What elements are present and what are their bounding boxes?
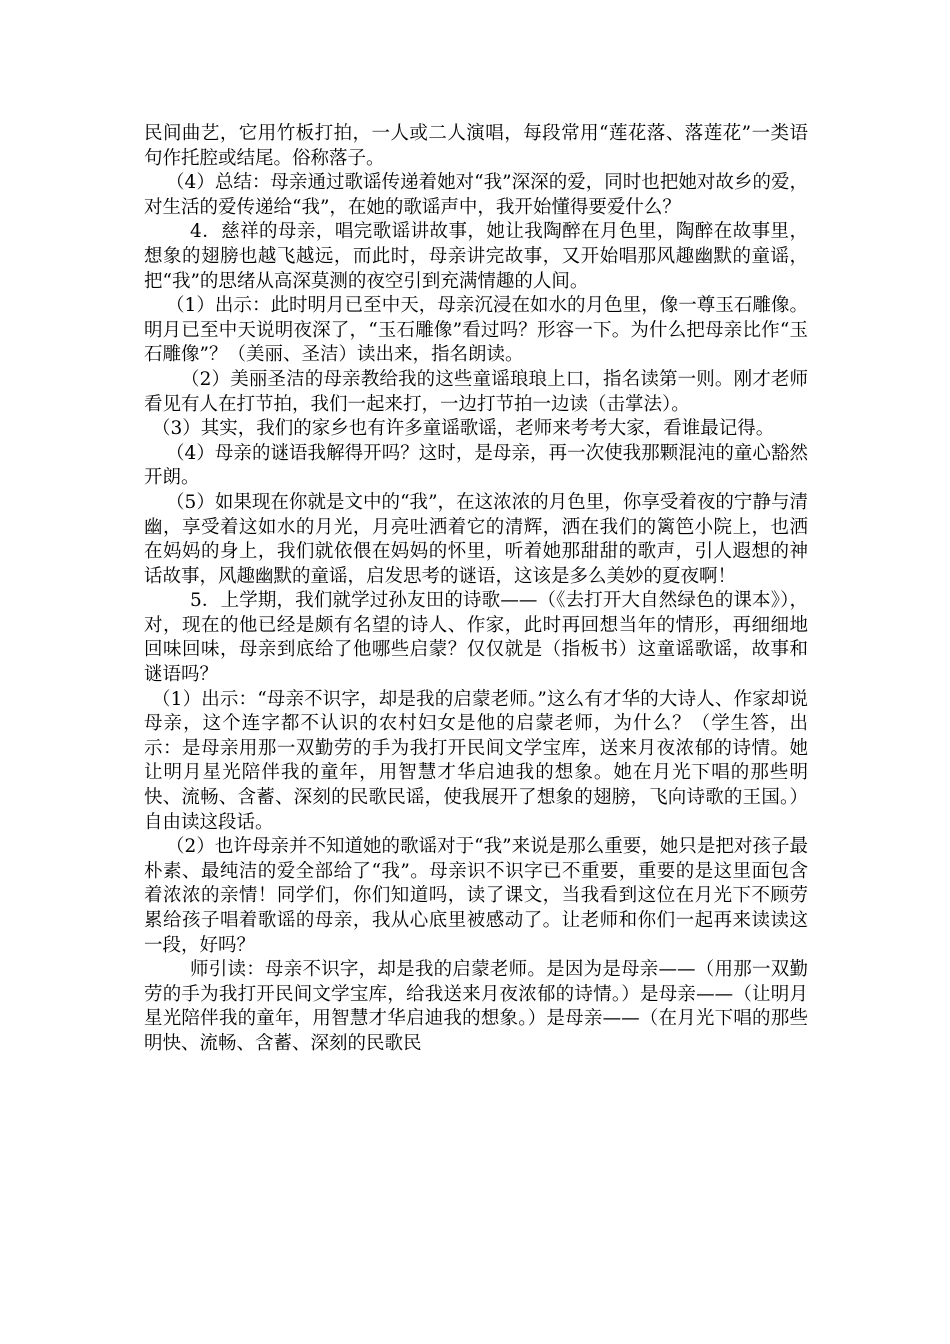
paragraph-item-1b: （1）出示：“母亲不识字，却是我的启蒙老师。”这么有才华的大诗人、作家却说母亲，这个连字都不认识的农村妇女是他的启蒙老师，为什么？（学生答，出示：是母亲用那一双勤劳的手为我打开民间文学宝库，送来月夜浓郁的诗情。她让明月星光陪伴我的童年，用智慧才华启迪我的想象。她在月光下唱的那些明快、流畅、含蓄、深刻的民歌民谣，使我展开了想象的翅膀，飞向诗歌的王国。）自由读这段话。 bbox=[144, 688, 808, 833]
paragraph-item-3: （3）其实，我们的家乡也有许多童谣歌谣，老师来考考大家，看谁最记得。 bbox=[152, 418, 775, 440]
paragraph-item-4: （4）母亲的谜语我解得开吗？这时，是母亲，再一次使我那颗混沌的童心豁然开朗。 bbox=[144, 442, 808, 489]
paragraph-section-5: 5．上学期，我们就学过孙友田的诗歌——（《去打开大自然绿色的课本》），对，现在的他已经是颇有名望的诗人、作家，此时再回想当年的情形，再细细地回味回味，母亲到底给了他哪些启蒙？仅仅就是（指板书）这童谣歌谣，故事和谜语吗？ bbox=[144, 590, 808, 686]
paragraph-continuation: 民间曲艺，它用竹板打拍，一人或二人演唱，每段常用“莲花落、落莲花”一类语句作托腔或结尾。俗称落子。 bbox=[144, 123, 808, 169]
paragraph-item-2: （2）美丽圣洁的母亲教给我的这些童谣琅琅上口，指名读第一则。刚才老师看见有人在打节拍，我们一起来打，一边打节拍一边读（击掌法）。 bbox=[144, 368, 808, 415]
paragraph-item-2b: （2）也许母亲并不知道她的歌谣对于“我”来说是那么重要，她只是把对孩子最朴素、最纯洁的爱全部给了“我”。母亲识不识字已不重要，重要的是这里面包含着浓浓的亲情！同学们，你们知道吗，读了课文，当我看到这位在月光下不顾劳累给孩子唱着歌谣的母亲，我从心底里被感动了。让老师和你们一起再来读读这一段，好吗？ bbox=[144, 836, 808, 956]
paragraph-section-4: 4．慈祥的母亲，唱完歌谣讲故事，她让我陶醉在月色里，陶醉在故事里，想象的翅膀也越飞越远，而此时，母亲讲完故事，又开始唱那风趣幽默的童谣，把“我”的思绪从高深莫测的夜空引到充满情趣的人间。 bbox=[144, 221, 808, 292]
paragraph-guided-reading: 师引读：母亲不识字，却是我的启蒙老师。是因为是母亲——（用那一双勤劳的手为我打开民间文学宝库，给我送来月夜浓郁的诗情。）是母亲——（让明月星光陪伴我的童年，用智慧才华启迪我的想象。）是母亲——（在月光下唱的那些明快、流畅、含蓄、深刻的民歌民 bbox=[144, 959, 808, 1054]
paragraph-summary: （4）总结：母亲通过歌谣传递着她对“我”深深的爱，同时也把她对故乡的爱，对生活的爱传递给“我”，在她的歌谣声中，我开始懂得要爱什么？ bbox=[144, 172, 808, 218]
document-page bbox=[144, 122, 808, 1057]
paragraph-item-5: （5）如果现在你就是文中的“我”，在这浓浓的月色里，你享受着夜的宁静与清幽，享受着这如水的月光，月亮吐洒着它的清辉，洒在我们的篱笆小院上，也洒在妈妈的身上，我们就依偎在妈妈的怀里，听着她那甜甜的歌声，引人遐想的神话故事，风趣幽默的童谣，启发思考的谜语，这该是多么美妙的夏夜啊！ bbox=[144, 491, 808, 587]
paragraph-item-1: （1）出示：此时明月已至中天，母亲沉浸在如水的月色里，像一尊玉石雕像。明月已至中天说明夜深了，“玉石雕像”看过吗？形容一下。为什么把母亲比作“玉石雕像”？（美丽、圣洁）读出来，指名朗读。 bbox=[144, 295, 808, 366]
